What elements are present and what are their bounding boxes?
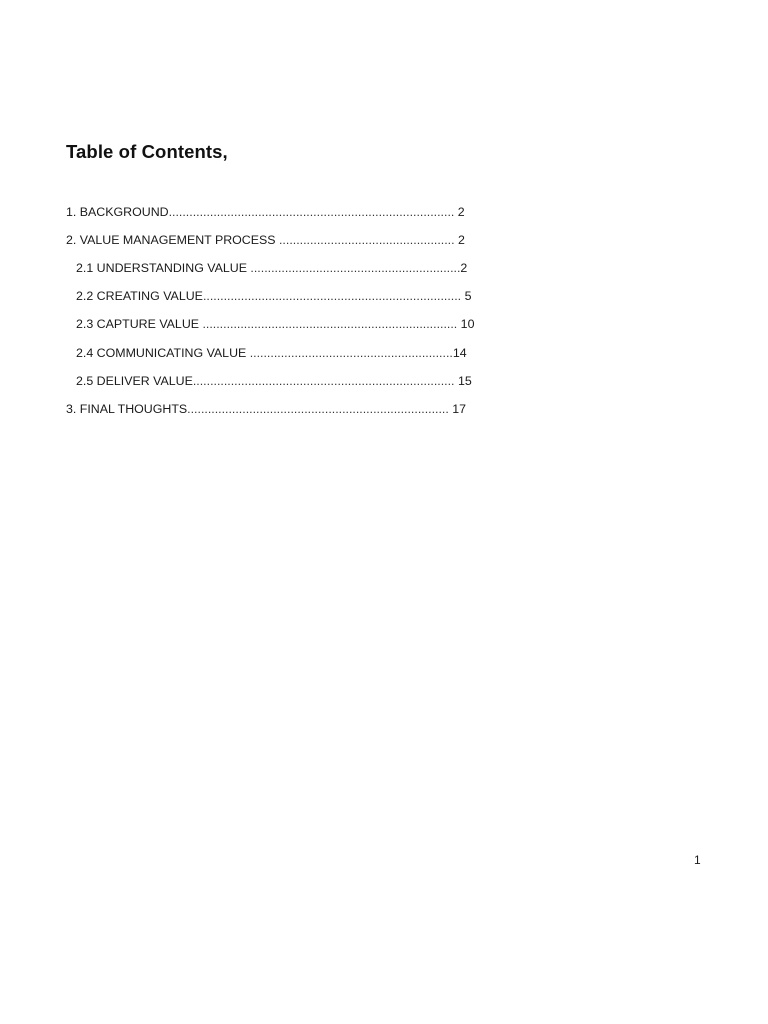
toc-entry-communicating-value bbox=[76, 345, 500, 361]
toc-leader-dots: ............................................................................ bbox=[192, 374, 455, 388]
toc-entry-page: 2 bbox=[460, 261, 468, 275]
toc-entry-page: 17 bbox=[448, 402, 467, 416]
toc-entry-final-thoughts bbox=[66, 401, 500, 417]
toc-entry-understanding-value bbox=[76, 260, 496, 276]
toc-leader-dots: ................................................................................... bbox=[168, 205, 455, 219]
toc-leader-dots: ........................................................... bbox=[246, 346, 453, 360]
toc-entry-label: 3. FINAL THOUGHTS bbox=[66, 402, 188, 416]
toc-entry-page: 2 bbox=[454, 233, 465, 247]
toc-leader-dots: ............................................................................ bbox=[187, 402, 449, 416]
toc-entry-page: 10 bbox=[457, 317, 475, 331]
toc-entry-label: 1. BACKGROUND bbox=[66, 205, 169, 219]
toc-entry-label: 2.4 COMMUNICATING VALUE bbox=[76, 346, 247, 360]
page-number: 1 bbox=[694, 853, 701, 867]
toc-entry-label: 2. VALUE MANAGEMENT PROCESS bbox=[66, 233, 276, 247]
toc-entry-capture-value bbox=[76, 316, 500, 332]
toc-leader-dots: ................................................... bbox=[275, 233, 455, 247]
toc-entry-background bbox=[66, 204, 496, 220]
toc-entry-label: 2.2 CREATING VALUE bbox=[76, 289, 203, 303]
toc-entry-label: 2.5 DELIVER VALUE bbox=[76, 374, 193, 388]
toc-entry-deliver-value bbox=[76, 373, 500, 389]
toc-entry-value-management-process bbox=[66, 232, 496, 248]
toc-entry-page: 2 bbox=[454, 205, 465, 219]
toc-entry-label: 2.1 UNDERSTANDING VALUE bbox=[76, 261, 247, 275]
toc-leader-dots: ............................................................. bbox=[246, 261, 461, 275]
toc-entry-page: 5 bbox=[461, 289, 472, 303]
toc-entry-page: 15 bbox=[454, 374, 472, 388]
toc-leader-dots: ........................................................................... bbox=[202, 289, 462, 303]
toc-entry-label: 2.3 CAPTURE VALUE bbox=[76, 317, 200, 331]
toc-leader-dots: .......................................................................... bbox=[199, 317, 458, 331]
toc-entry-page: 14 bbox=[452, 346, 467, 360]
toc-entry-creating-value bbox=[76, 288, 496, 304]
toc-title: Table of Contents, bbox=[66, 141, 228, 162]
